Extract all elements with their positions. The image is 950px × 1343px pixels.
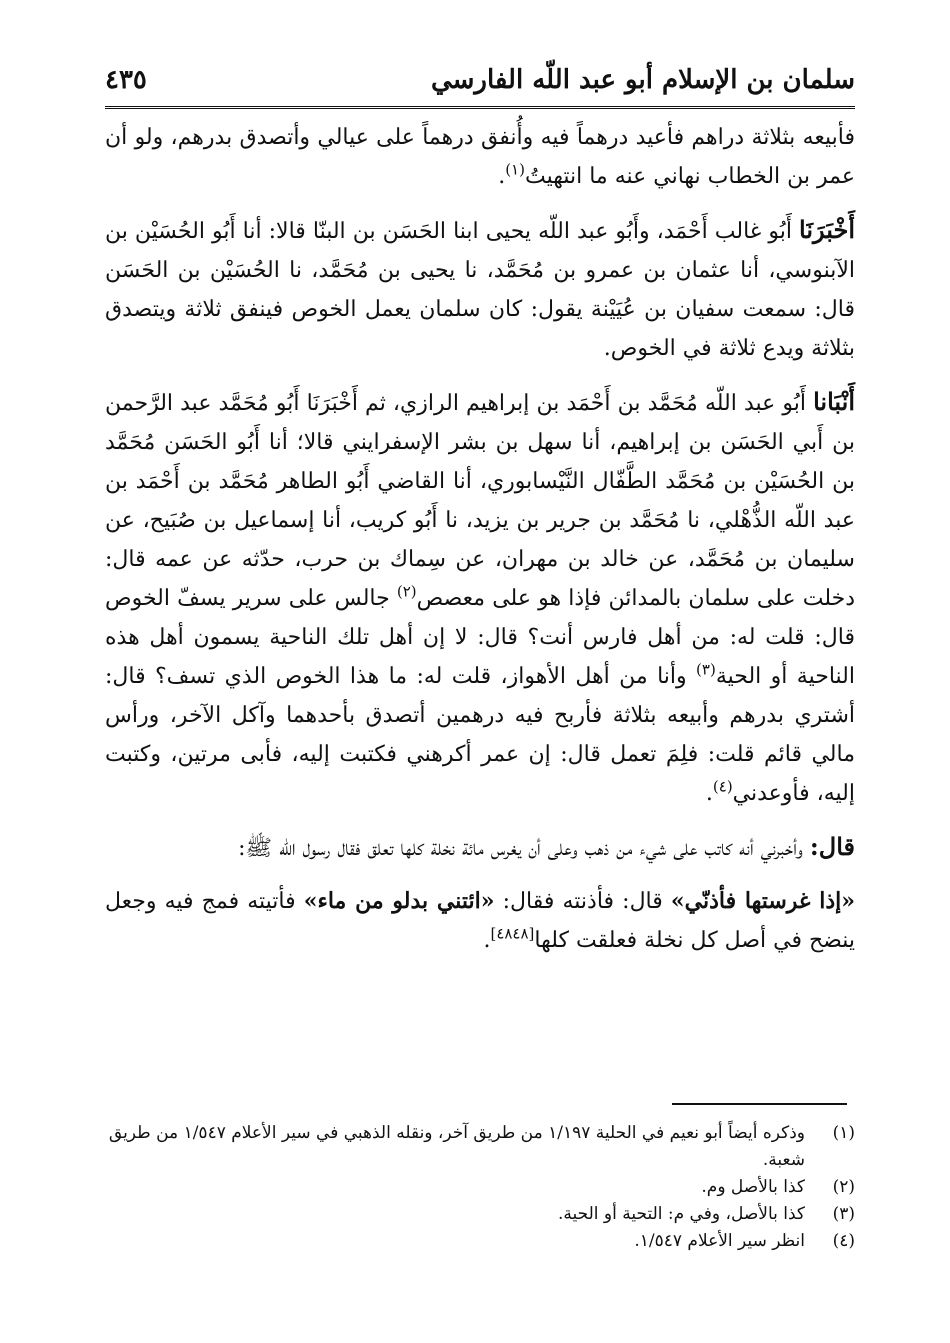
hadith-number: [٤٨٤٨] — [490, 924, 535, 943]
paragraph-4 — [105, 827, 855, 868]
footnote-text: كذا بالأصل، وفي م: التحية أو الحية. — [557, 1204, 805, 1224]
main-text — [105, 118, 855, 964]
hadith-quote-2: «ائتني بدلو من ماء» — [303, 888, 495, 914]
paragraph-text: أَبُو عبد اللّه مُحَمَّد بن أَحْمَد بن إبراهيم الرازي، ثم أَخْبَرَنَا أَبُو مُحَمَّد عبد الرَّحمن بن أَبي الحَسَن بن إبراهيم، أنا سهل بن بشر الإسفرايني قالا؛ أنا أَبُو الحَسَن مُحَمَّد بن الحُسَيْن بن مُحَمَّد الطَّفّال النَّيْسابوري، أنا القاضي أَبُو الطاهر مُحَمَّد بن أَحْمَد بن عبد اللّه الذُّهْلي، نا مُحَمَّد بن جرير بن يزيد، نا أَبُو كريب، أنا إسماعيل بن صُبَيح، عن سليمان بن مُحَمَّد، عن خالد بن مهران، عن سِماك بن حرب، حدّثه عن عمه قال: دخلت على سلمان بالمدائن فإذا هو على معصص — [105, 391, 856, 611]
footnote-number: (٢) — [832, 1177, 855, 1197]
paragraph-1 — [105, 118, 855, 196]
header-divider — [105, 106, 855, 109]
running-header — [105, 58, 855, 102]
paragraph-text: وأخبرني أنه كاتب على شيء من ذهب وعلى أن يغرس مائة نخلة كلها تعلق فقال رسول اللّه ﷺ: — [238, 836, 803, 861]
footnote-3 — [105, 1201, 855, 1228]
footnote-ref-3[interactable]: (٣) — [696, 660, 716, 679]
paragraph-tail: . — [498, 164, 506, 189]
speaker-label: قال: — [809, 832, 855, 861]
paragraph-tail: . — [705, 781, 713, 806]
paragraph-text: فأبيعه بثلاثة دراهم فأعيد درهماً فيه وأُنفق درهماً على عيالي وأتصدق بدرهم، ولو أن عمر بن الخطاب نهاني عنه ما انتهيتُ — [105, 125, 855, 189]
footnote-text: انظر سير الأعلام ١/٥٤٧. — [634, 1231, 805, 1251]
footnote-number: (٣) — [832, 1204, 855, 1224]
footnote-ref-1[interactable]: (١) — [505, 160, 525, 179]
paragraph-text-cont: فأتيته فمج فيه وجعل ينضح في أصل كل نخلة فعلقت كلها — [105, 889, 855, 953]
paragraph-tail: . — [483, 928, 491, 953]
footnote-2 — [105, 1174, 855, 1201]
footnote-text: كذا بالأصل وم. — [701, 1177, 805, 1197]
footnote-text: وذكره أيضاً أبو نعيم في الحلية ١/١٩٧ من طريق آخر، ونقله الذهبي في سير الأعلام ١/٥٤٧ من طريق شعبة. — [108, 1123, 805, 1170]
hadith-quote: «إذا غرستها فأذنّي» — [670, 888, 855, 914]
paragraph-2 — [105, 210, 855, 368]
footnote-1 — [105, 1120, 855, 1174]
footnote-divider — [672, 1103, 847, 1105]
footnotes — [105, 1120, 855, 1255]
footnote-number: (١) — [832, 1123, 855, 1143]
header-title: سلمان بن الإسلام أبو عبد اللّه الفارسي — [430, 65, 855, 95]
footnote-number: (٤) — [832, 1231, 855, 1251]
footnote-ref-2[interactable]: (٢) — [396, 582, 417, 601]
footnote-ref-4[interactable]: (٤) — [712, 777, 733, 796]
paragraph-text: أَبُو غالب أَحْمَد، وأَبُو عبد اللّه يحيى ابنا الحَسَن بن البنّا قالا: أنا أَبُو الحُسَيْن بن الآبنوسي، أنا عثمان بن عمرو بن مُحَمَّد، نا يحيى بن مُحَمَّد، نا الحُسَيْن بن الحَسَن قال: سمعت سفيان بن عُيَيْنة يقول: كان سلمان يعمل الخوص فينفق ثلاثة ويتصدق بثلاثة ويدع ثلاثة في الخوص. — [105, 219, 855, 361]
isnad-lead-word: أَنْبَانا — [813, 387, 856, 416]
isnad-lead-word: أَخْبَرَنَا — [799, 215, 855, 244]
paragraph-text: قال: فأذنته فقال: — [494, 889, 671, 914]
page-number: ٤٣٥ — [105, 65, 147, 95]
paragraph-3 — [105, 382, 855, 813]
paragraph-5 — [105, 882, 855, 960]
footnote-4 — [105, 1228, 855, 1255]
paragraph-text-cont: جالس على سرير يسفّ الخوص قال: قلت له: من أهل فارس أنت؟ قال: لا إن أهل تلك الناحية يسمون أهل هذه الناحية أو الحية — [105, 586, 855, 689]
paragraph-text-cont: وأنا من أهل الأهواز، قلت له: ما هذا الخوص الذي تسف؟ قال: أشتري بدرهم وأبيعه بثلاثة فأربح فيه درهمين أتصدق بأحدهما وآكل الآخر، ورأس مالي قائم قلت: فلِمَ تعمل قال: إن عمر أكرهني فكتبت إليه، فأبى مرتين، وكتبت إليه، فأوعدني — [105, 664, 855, 806]
